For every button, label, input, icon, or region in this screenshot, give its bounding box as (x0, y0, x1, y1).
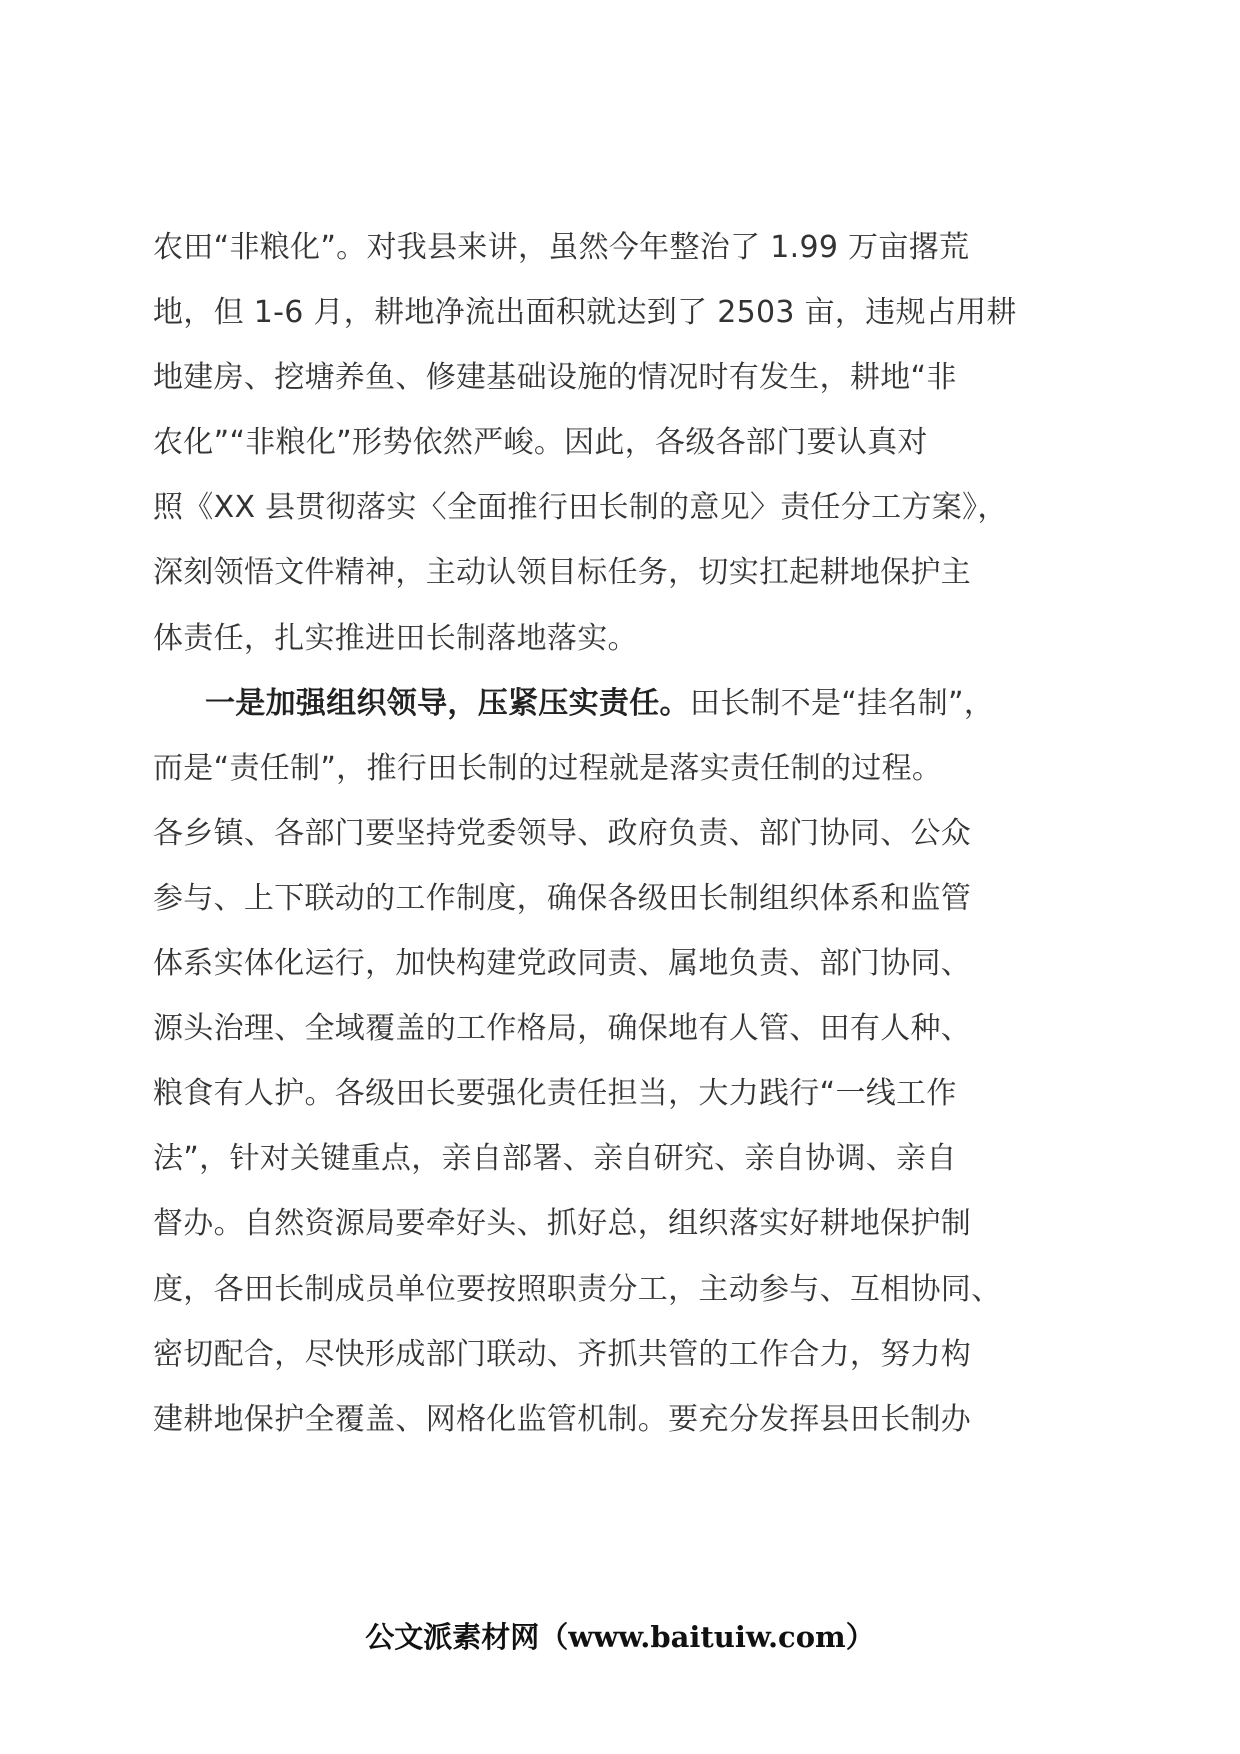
section-first-line-text: 田长制不是“挂名制”， (689, 685, 995, 721)
footer-watermark-text: 公文派素材网（www.baituiw.com） (365, 1620, 875, 1654)
paragraph-line: 源头治理、全域覆盖的工作格局，确保地有人管、田有人种、 (153, 1011, 972, 1047)
paragraph-line: 照《XX 县贯彻落实〈全面推行田长制的意见〉责任分工方案》， (153, 490, 1008, 526)
paragraph-line: 粮食有人护。各级田长要强化责任担当，大力践行“一线工作 (153, 1076, 957, 1112)
paragraph-line: 而是“责任制”，推行田长制的过程就是落实责任制的过程。 (153, 750, 943, 786)
section-first-line (153, 671, 1093, 736)
paragraph-line: 督办。自然资源局要牵好头、抓好总，组织落实好耕地保护制 (153, 1206, 972, 1242)
section-heading: 一是加强组织领导，压紧压实责任。 (205, 685, 690, 721)
paragraph-line: 农化”“非粮化”形势依然严峻。因此，各级各部门要认真对 (153, 425, 928, 461)
paragraph-line: 建耕地保护全覆盖、网格化监管机制。要充分发挥县田长制办 (153, 1401, 972, 1437)
paragraph-line: 地建房、挖塘养鱼、修建基础设施的情况时有发生，耕地“非 (153, 360, 957, 396)
paragraph-line: 深刻领悟文件精神，主动认领目标任务，切实扛起耕地保护主 (153, 555, 972, 591)
paragraph-line: 体系实体化运行，加快构建党政同责、属地负责、部门协同、 (153, 946, 972, 982)
paragraph-line: 地，但 1-6 月，耕地净流出面积就达到了 2503 亩，违规占用耕 (153, 295, 1017, 331)
paragraph-line: 农田“非粮化”。对我县来讲，虽然今年整治了 1.99 万亩撂荒 (153, 230, 970, 265)
document-body (153, 215, 1093, 1452)
paragraph-line: 度，各田长制成员单位要按照职责分工，主动参与、互相协同、 (153, 1271, 1002, 1307)
paragraph-line: 各乡镇、各部门要坚持党委领导、政府负责、部门协同、公众 (153, 815, 972, 851)
paragraph-line: 密切配合，尽快形成部门联动、齐抓共管的工作合力，努力构 (153, 1336, 972, 1372)
paragraph-line: 参与、上下联动的工作制度，确保各级田长制组织体系和监管 (153, 880, 972, 916)
paragraph-line: 法”，针对关键重点，亲自部署、亲自研究、亲自协调、亲自 (153, 1141, 957, 1177)
paragraph-line: 体责任，扎实推进田长制落地落实。 (153, 620, 638, 656)
